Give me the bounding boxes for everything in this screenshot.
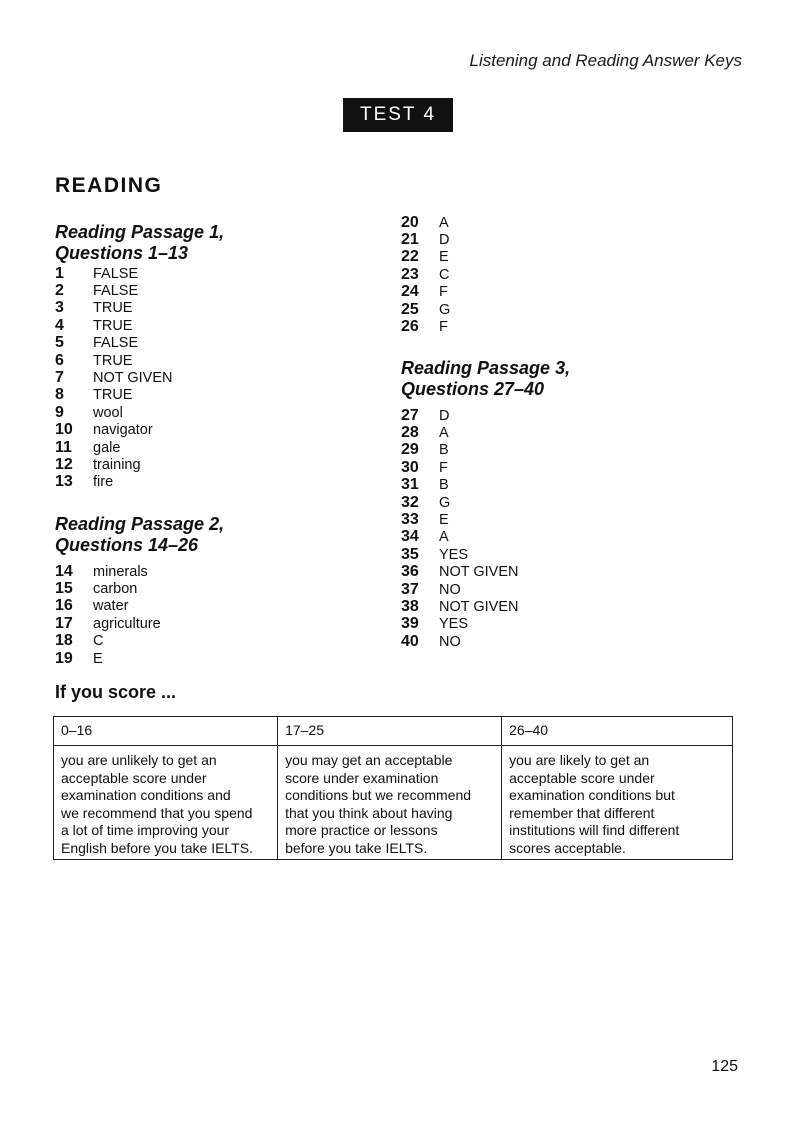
answer-item <box>55 615 161 632</box>
passage-1-heading <box>55 222 224 264</box>
answer-text: training <box>93 456 141 473</box>
passage-2-answer-list-part-1 <box>55 563 161 667</box>
answer-item <box>401 301 450 318</box>
answer-text: navigator <box>93 422 153 439</box>
score-table <box>53 716 733 860</box>
answer-item <box>55 563 161 580</box>
question-number: 11 <box>55 438 72 456</box>
answer-item <box>55 265 173 282</box>
answer-text: YES <box>439 616 469 633</box>
question-number: 20 <box>401 213 419 231</box>
question-number: 26 <box>401 318 419 336</box>
question-number: 34 <box>401 528 419 546</box>
answer-item <box>401 598 519 615</box>
answer-item <box>55 633 161 650</box>
score-range-cell: 0–16 <box>54 717 278 746</box>
description-line: acceptable score under <box>61 769 207 786</box>
score-description-cell <box>278 746 502 860</box>
question-number: 37 <box>401 580 419 598</box>
answer-text: TRUE <box>93 300 133 317</box>
answer-text: gale <box>93 439 121 456</box>
description-line: examination conditions and <box>61 787 231 803</box>
description-line: scores acceptable. <box>509 839 626 856</box>
answer-text: FALSE <box>93 265 139 282</box>
answer-item <box>401 581 519 598</box>
answer-item <box>401 633 519 650</box>
answer-text: agriculture <box>93 615 161 632</box>
answer-text: FALSE <box>93 335 139 352</box>
answer-text: YES <box>439 546 469 563</box>
answer-text: FALSE <box>93 283 139 300</box>
answer-text: wool <box>93 404 123 421</box>
question-number: 1 <box>55 264 64 282</box>
description-line: we recommend that you spend <box>61 804 253 821</box>
question-number: 22 <box>401 248 419 266</box>
passage-2-heading <box>55 514 224 556</box>
passage-2-questions: Questions 14–26 <box>55 535 199 555</box>
question-number: 8 <box>55 386 64 404</box>
description-line: you are unlikely to get an <box>61 752 217 768</box>
answer-text: E <box>93 650 103 667</box>
answer-text: NOT GIVEN <box>93 370 173 387</box>
passage-3-heading <box>401 358 570 400</box>
answer-item <box>55 474 173 491</box>
question-number: 25 <box>401 300 419 318</box>
question-number: 30 <box>401 458 419 476</box>
question-number: 10 <box>55 421 73 439</box>
answer-text: water <box>93 598 129 615</box>
answer-item <box>55 387 173 404</box>
question-number: 35 <box>401 545 419 563</box>
description-line: score under examination <box>285 769 439 786</box>
answer-item <box>55 335 173 352</box>
answer-item <box>55 317 173 334</box>
answer-text: A <box>439 214 449 231</box>
answer-text: C <box>93 633 104 650</box>
description-line: English before you take IELTS. <box>61 839 253 856</box>
answer-text: minerals <box>93 563 148 580</box>
question-number: 31 <box>401 476 419 494</box>
answer-text: A <box>439 425 449 442</box>
question-number: 36 <box>401 563 419 581</box>
passage-3-answer-list <box>401 407 519 650</box>
passage-1-title: Reading Passage 1, <box>55 222 225 242</box>
answer-text: D <box>439 407 450 424</box>
answer-item <box>55 456 173 473</box>
answer-text: E <box>439 512 449 529</box>
question-number: 18 <box>55 632 73 650</box>
answer-text: G <box>439 301 451 318</box>
passage-3-title: Reading Passage 3, <box>401 358 571 378</box>
question-number: 13 <box>55 473 73 491</box>
question-number: 3 <box>55 299 64 317</box>
question-number: 28 <box>401 424 419 442</box>
question-number: 6 <box>55 351 64 369</box>
answer-item <box>401 459 519 476</box>
passage-3-questions: Questions 27–40 <box>401 379 545 399</box>
score-description-row <box>54 746 733 860</box>
question-number: 27 <box>401 406 419 424</box>
description-line: a lot of time improving your <box>61 822 230 838</box>
score-range-cell: 26–40 <box>502 717 733 746</box>
answer-text: B <box>439 442 449 459</box>
answer-text: TRUE <box>93 317 133 334</box>
question-number: 32 <box>401 493 419 511</box>
question-number: 21 <box>401 231 419 249</box>
question-number: 5 <box>55 334 64 352</box>
answer-text: G <box>439 494 451 511</box>
passage-2-title: Reading Passage 2, <box>55 514 225 534</box>
passage-2-answer-list-part-2 <box>401 214 450 336</box>
score-description-cell <box>502 746 733 860</box>
answer-item <box>401 284 450 301</box>
answer-text: fire <box>93 474 114 491</box>
answer-item <box>401 442 519 459</box>
answer-text: NO <box>439 633 461 650</box>
answer-item <box>401 616 519 633</box>
answer-item <box>401 546 519 563</box>
answer-text: F <box>439 284 448 301</box>
answer-item <box>401 529 519 546</box>
answer-item <box>401 249 450 266</box>
answer-item <box>401 511 519 528</box>
answer-item <box>401 407 519 424</box>
question-number: 7 <box>55 369 64 387</box>
description-line: before you take IELTS. <box>285 839 428 856</box>
answer-item <box>55 300 173 317</box>
question-number: 14 <box>55 562 73 580</box>
score-description-cell <box>54 746 278 860</box>
answer-item <box>401 494 519 511</box>
answer-item <box>401 214 450 231</box>
answer-text: carbon <box>93 581 138 598</box>
answer-item <box>401 564 519 581</box>
answer-text: E <box>439 249 449 266</box>
description-line: conditions but we recommend <box>285 787 472 803</box>
question-number: 2 <box>55 282 64 300</box>
section-title: READING <box>55 174 163 197</box>
description-line: you are likely to get an <box>509 752 650 768</box>
answer-item <box>55 369 173 386</box>
passage-1-questions: Questions 1–13 <box>55 243 189 263</box>
description-line: more practice or lessons <box>285 822 438 838</box>
page-number: 125 <box>711 1058 738 1075</box>
answer-item <box>55 439 173 456</box>
question-number: 33 <box>401 511 419 529</box>
answer-item <box>401 477 519 494</box>
answer-text: F <box>439 459 448 476</box>
description-line: institutions will find different <box>509 822 680 838</box>
answer-text: D <box>439 232 450 249</box>
answer-text: NOT GIVEN <box>439 564 519 581</box>
question-number: 17 <box>55 614 73 632</box>
answer-item <box>401 231 450 248</box>
answer-item <box>55 580 161 597</box>
test-label-badge: TEST 4 <box>343 98 453 132</box>
answer-text: NOT GIVEN <box>439 598 519 615</box>
score-heading: If you score ... <box>55 682 177 702</box>
question-number: 4 <box>55 316 64 334</box>
answer-text: NO <box>439 581 461 598</box>
question-number: 23 <box>401 265 419 283</box>
description-line: examination conditions but <box>509 787 675 803</box>
answer-text: B <box>439 477 449 494</box>
answer-item <box>401 318 450 335</box>
answer-item <box>401 266 450 283</box>
answer-text: TRUE <box>93 387 133 404</box>
description-line: remember that different <box>509 804 655 821</box>
question-number: 39 <box>401 615 419 633</box>
answer-item <box>55 650 161 667</box>
question-number: 12 <box>55 456 73 473</box>
passage-1-answer-list <box>55 265 173 491</box>
description-line: that you think about having <box>285 804 453 821</box>
answer-item <box>55 352 173 369</box>
answer-item <box>401 424 519 441</box>
answer-item <box>55 282 173 299</box>
answer-text: TRUE <box>93 352 133 369</box>
question-number: 38 <box>401 598 419 615</box>
answer-item <box>55 422 173 439</box>
score-range-cell: 17–25 <box>278 717 502 746</box>
answer-text: C <box>439 266 450 283</box>
question-number: 29 <box>401 441 419 459</box>
question-number: 15 <box>55 580 73 598</box>
question-number: 19 <box>55 649 73 667</box>
description-line: you may get an acceptable <box>285 752 453 768</box>
description-line: acceptable score under <box>509 769 655 786</box>
running-head: Listening and Reading Answer Keys <box>469 51 742 70</box>
answer-text: F <box>439 319 448 336</box>
answer-item <box>55 598 161 615</box>
question-number: 24 <box>401 283 419 301</box>
question-number: 9 <box>55 403 64 421</box>
answer-text: A <box>439 529 449 546</box>
answer-item <box>55 404 173 421</box>
question-number: 16 <box>55 597 73 615</box>
score-range-row <box>54 717 733 746</box>
question-number: 40 <box>401 632 419 650</box>
